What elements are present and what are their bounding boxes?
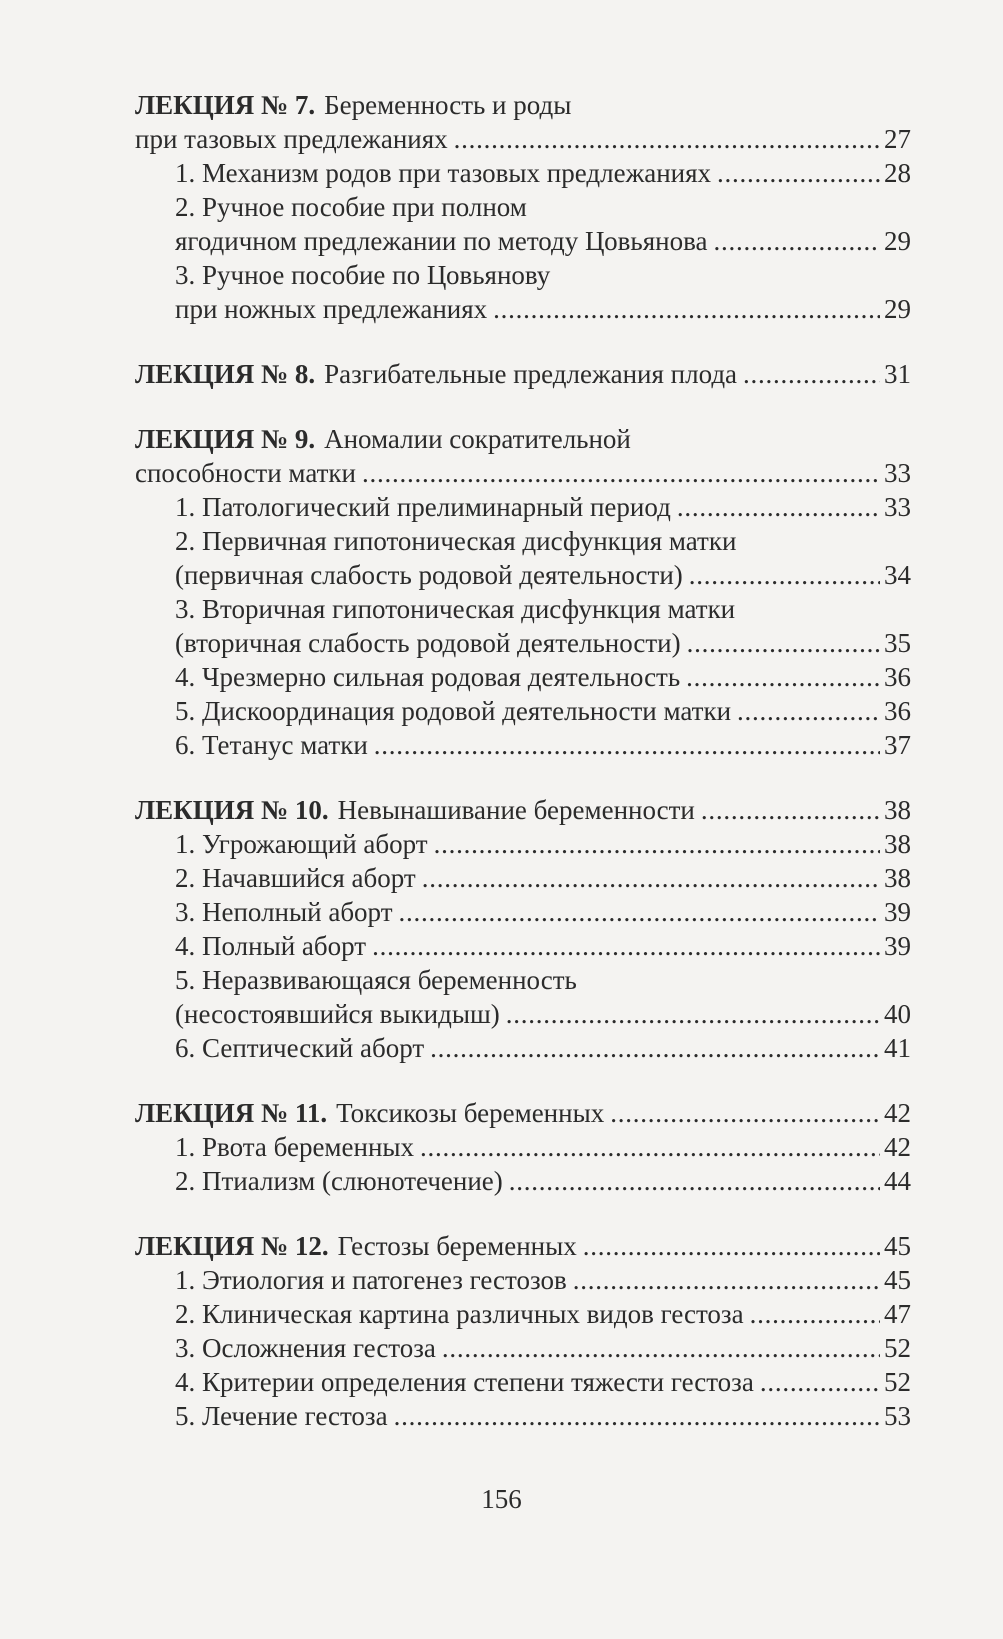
toc-subitem (135, 1331, 911, 1365)
dot-leader (362, 456, 880, 490)
dot-leader (394, 1399, 880, 1433)
dot-leader (677, 490, 880, 524)
dot-leader (442, 1331, 880, 1365)
toc-entry-title: 2. Первичная гипотоническая дисфункция матки (175, 526, 737, 556)
toc-entry-title: Разгибательные предлежания плода (324, 359, 738, 389)
dot-leader (701, 793, 880, 827)
toc-entry-title: ягодичном предлежании по методу Цовьянова (175, 226, 708, 256)
toc-subitem (135, 861, 911, 895)
toc-page-number: 53 (884, 1401, 911, 1431)
toc-lecture-heading (135, 793, 911, 827)
dot-leader (506, 997, 880, 1031)
toc-page-number: 41 (884, 1033, 911, 1063)
toc-subitem (135, 997, 911, 1031)
toc-entry-title: Гестозы беременных (337, 1231, 577, 1261)
toc-subitem (135, 728, 911, 762)
dot-leader (374, 728, 880, 762)
toc-page-number: 45 (884, 1265, 911, 1295)
dot-leader (760, 1365, 880, 1399)
toc-entry-title: 4. Чрезмерно сильная родовая деятельность (175, 662, 681, 692)
toc-entry-title: 1. Патологический прелиминарный период (175, 492, 671, 522)
lecture-number: ЛЕКЦИЯ № 8. (135, 359, 316, 389)
toc-subitem (135, 1164, 911, 1198)
lecture-number: ЛЕКЦИЯ № 12. (135, 1231, 329, 1261)
toc-entry-title: 4. Полный аборт (175, 931, 367, 961)
toc-entry-title: 6. Тетанус матки (175, 730, 368, 760)
toc-section-l7 (135, 88, 911, 326)
dot-leader (573, 1263, 880, 1297)
dot-leader (717, 156, 880, 190)
toc-subitem (135, 1399, 911, 1433)
dot-leader (713, 224, 880, 258)
toc-page-number: 45 (884, 1231, 911, 1261)
toc-entry-title: 2. Начавшийся аборт (175, 863, 416, 893)
toc-subitem (135, 224, 911, 258)
toc-entry-title: при тазовых предлежаниях (135, 124, 448, 154)
toc-page-number: 27 (884, 124, 911, 154)
toc-page-number: 36 (884, 662, 911, 692)
toc-page-number: 37 (884, 730, 911, 760)
dot-leader (493, 292, 880, 326)
toc-entry-title: 5. Лечение гестоза (175, 1401, 388, 1431)
toc-page-number: 33 (884, 492, 911, 522)
toc-subitem (135, 592, 911, 626)
dot-leader (420, 1130, 880, 1164)
dot-leader (399, 895, 880, 929)
toc-page-number: 39 (884, 931, 911, 961)
toc-entry-title: (несостоявшийся выкидыш) (175, 999, 500, 1029)
toc-subitem (135, 258, 911, 292)
table-of-contents (135, 88, 911, 1433)
toc-lecture-heading (135, 1229, 911, 1263)
toc-entry-title: 1. Угрожающий аборт (175, 829, 428, 859)
toc-page-number: 28 (884, 158, 911, 188)
toc-entry-title: 3. Неполный аборт (175, 897, 393, 927)
toc-page-number: 42 (884, 1098, 911, 1128)
toc-page-number: 39 (884, 897, 911, 927)
toc-page-number: 36 (884, 696, 911, 726)
toc-entry-title: способности матки (135, 458, 356, 488)
toc-page-number: 38 (884, 863, 911, 893)
dot-leader (372, 929, 880, 963)
page-number: 156 (481, 1484, 522, 1514)
toc-entry-title: 1. Рвота беременных (175, 1132, 415, 1162)
lecture-number: ЛЕКЦИЯ № 10. (135, 795, 329, 825)
toc-subitem (135, 827, 911, 861)
toc-subitem (135, 963, 911, 997)
lecture-number: ЛЕКЦИЯ № 9. (135, 424, 316, 454)
dot-leader (686, 660, 880, 694)
toc-section-l11 (135, 1096, 911, 1198)
toc-entry-title: 1. Этиология и патогенез гестозов (175, 1265, 567, 1295)
toc-lecture-heading (135, 1096, 911, 1130)
dot-leader (583, 1229, 880, 1263)
dot-leader (509, 1164, 880, 1198)
toc-section-l10 (135, 793, 911, 1065)
toc-section-l12 (135, 1229, 911, 1433)
toc-page-number: 33 (884, 458, 911, 488)
toc-page-number: 29 (884, 226, 911, 256)
toc-entry-title: 4. Критерии определения степени тяжести гестоза (175, 1367, 754, 1397)
toc-page-number: 44 (884, 1166, 911, 1196)
toc-subitem (135, 524, 911, 558)
dot-leader (750, 1297, 880, 1331)
toc-subitem (135, 292, 911, 326)
dot-leader (430, 1031, 880, 1065)
toc-entry-title: Токсикозы беременных (336, 1098, 605, 1128)
toc-subitem (135, 490, 911, 524)
toc-subitem (135, 1031, 911, 1065)
toc-entry-title: 5. Неразвивающаяся беременность (175, 965, 577, 995)
toc-entry-title: 3. Ручное пособие по Цовьянову (175, 260, 551, 290)
dot-leader (434, 827, 880, 861)
toc-entry-title: 3. Осложнения гестоза (175, 1333, 436, 1363)
toc-page-number: 47 (884, 1299, 911, 1329)
toc-heading-continuation (135, 122, 911, 156)
toc-page-number: 35 (884, 628, 911, 658)
toc-page-number: 42 (884, 1132, 911, 1162)
toc-page-number: 40 (884, 999, 911, 1029)
dot-leader (737, 694, 880, 728)
toc-subitem (135, 694, 911, 728)
toc-subitem (135, 190, 911, 224)
dot-leader (610, 1096, 880, 1130)
toc-lecture-heading (135, 88, 911, 122)
toc-entry-title: Беременность и роды (324, 90, 572, 120)
toc-subitem (135, 929, 911, 963)
toc-subitem (135, 895, 911, 929)
toc-subitem (135, 660, 911, 694)
dot-leader (422, 861, 880, 895)
toc-entry-title: 1. Механизм родов при тазовых предлежаниях (175, 158, 712, 188)
dot-leader (687, 626, 880, 660)
toc-entry-title: 2. Клиническая картина различных видов гестоза (175, 1299, 744, 1329)
toc-subitem (135, 1297, 911, 1331)
lecture-number: ЛЕКЦИЯ № 7. (135, 90, 316, 120)
toc-page-number: 34 (884, 560, 911, 590)
toc-entry-title: Невынашивание беременности (337, 795, 695, 825)
toc-entry-title: (вторичная слабость родовой деятельности) (175, 628, 681, 658)
dot-leader (689, 558, 880, 592)
toc-page-number: 52 (884, 1367, 911, 1397)
toc-subitem (135, 1130, 911, 1164)
toc-entry-title: при ножных предлежаниях (175, 294, 488, 324)
toc-entry-title: 5. Дискоординация родовой деятельности матки (175, 696, 732, 726)
toc-subitem (135, 156, 911, 190)
toc-entry-title: 2. Ручное пособие при полном (175, 192, 527, 222)
toc-subitem (135, 558, 911, 592)
toc-lecture-heading (135, 357, 911, 391)
toc-subitem (135, 1365, 911, 1399)
toc-lecture-heading (135, 422, 911, 456)
toc-subitem (135, 1263, 911, 1297)
toc-section-l8 (135, 357, 911, 391)
toc-entry-title: (первичная слабость родовой деятельности) (175, 560, 683, 590)
toc-page-number: 31 (884, 359, 911, 389)
toc-entry-title: 6. Септический аборт (175, 1033, 425, 1063)
toc-section-l9 (135, 422, 911, 762)
toc-page-number: 38 (884, 829, 911, 859)
toc-page-number: 52 (884, 1333, 911, 1363)
lecture-number: ЛЕКЦИЯ № 11. (135, 1098, 328, 1128)
toc-entry-title: Аномалии сократительной (324, 424, 631, 454)
toc-entry-title: 3. Вторичная гипотоническая дисфункция матки (175, 594, 736, 624)
dot-leader (743, 357, 880, 391)
toc-entry-title: 2. Птиализм (слюнотечение) (175, 1166, 503, 1196)
toc-heading-continuation (135, 456, 911, 490)
toc-subitem (135, 626, 911, 660)
dot-leader (454, 122, 880, 156)
toc-page-number: 29 (884, 294, 911, 324)
toc-page-number: 38 (884, 795, 911, 825)
